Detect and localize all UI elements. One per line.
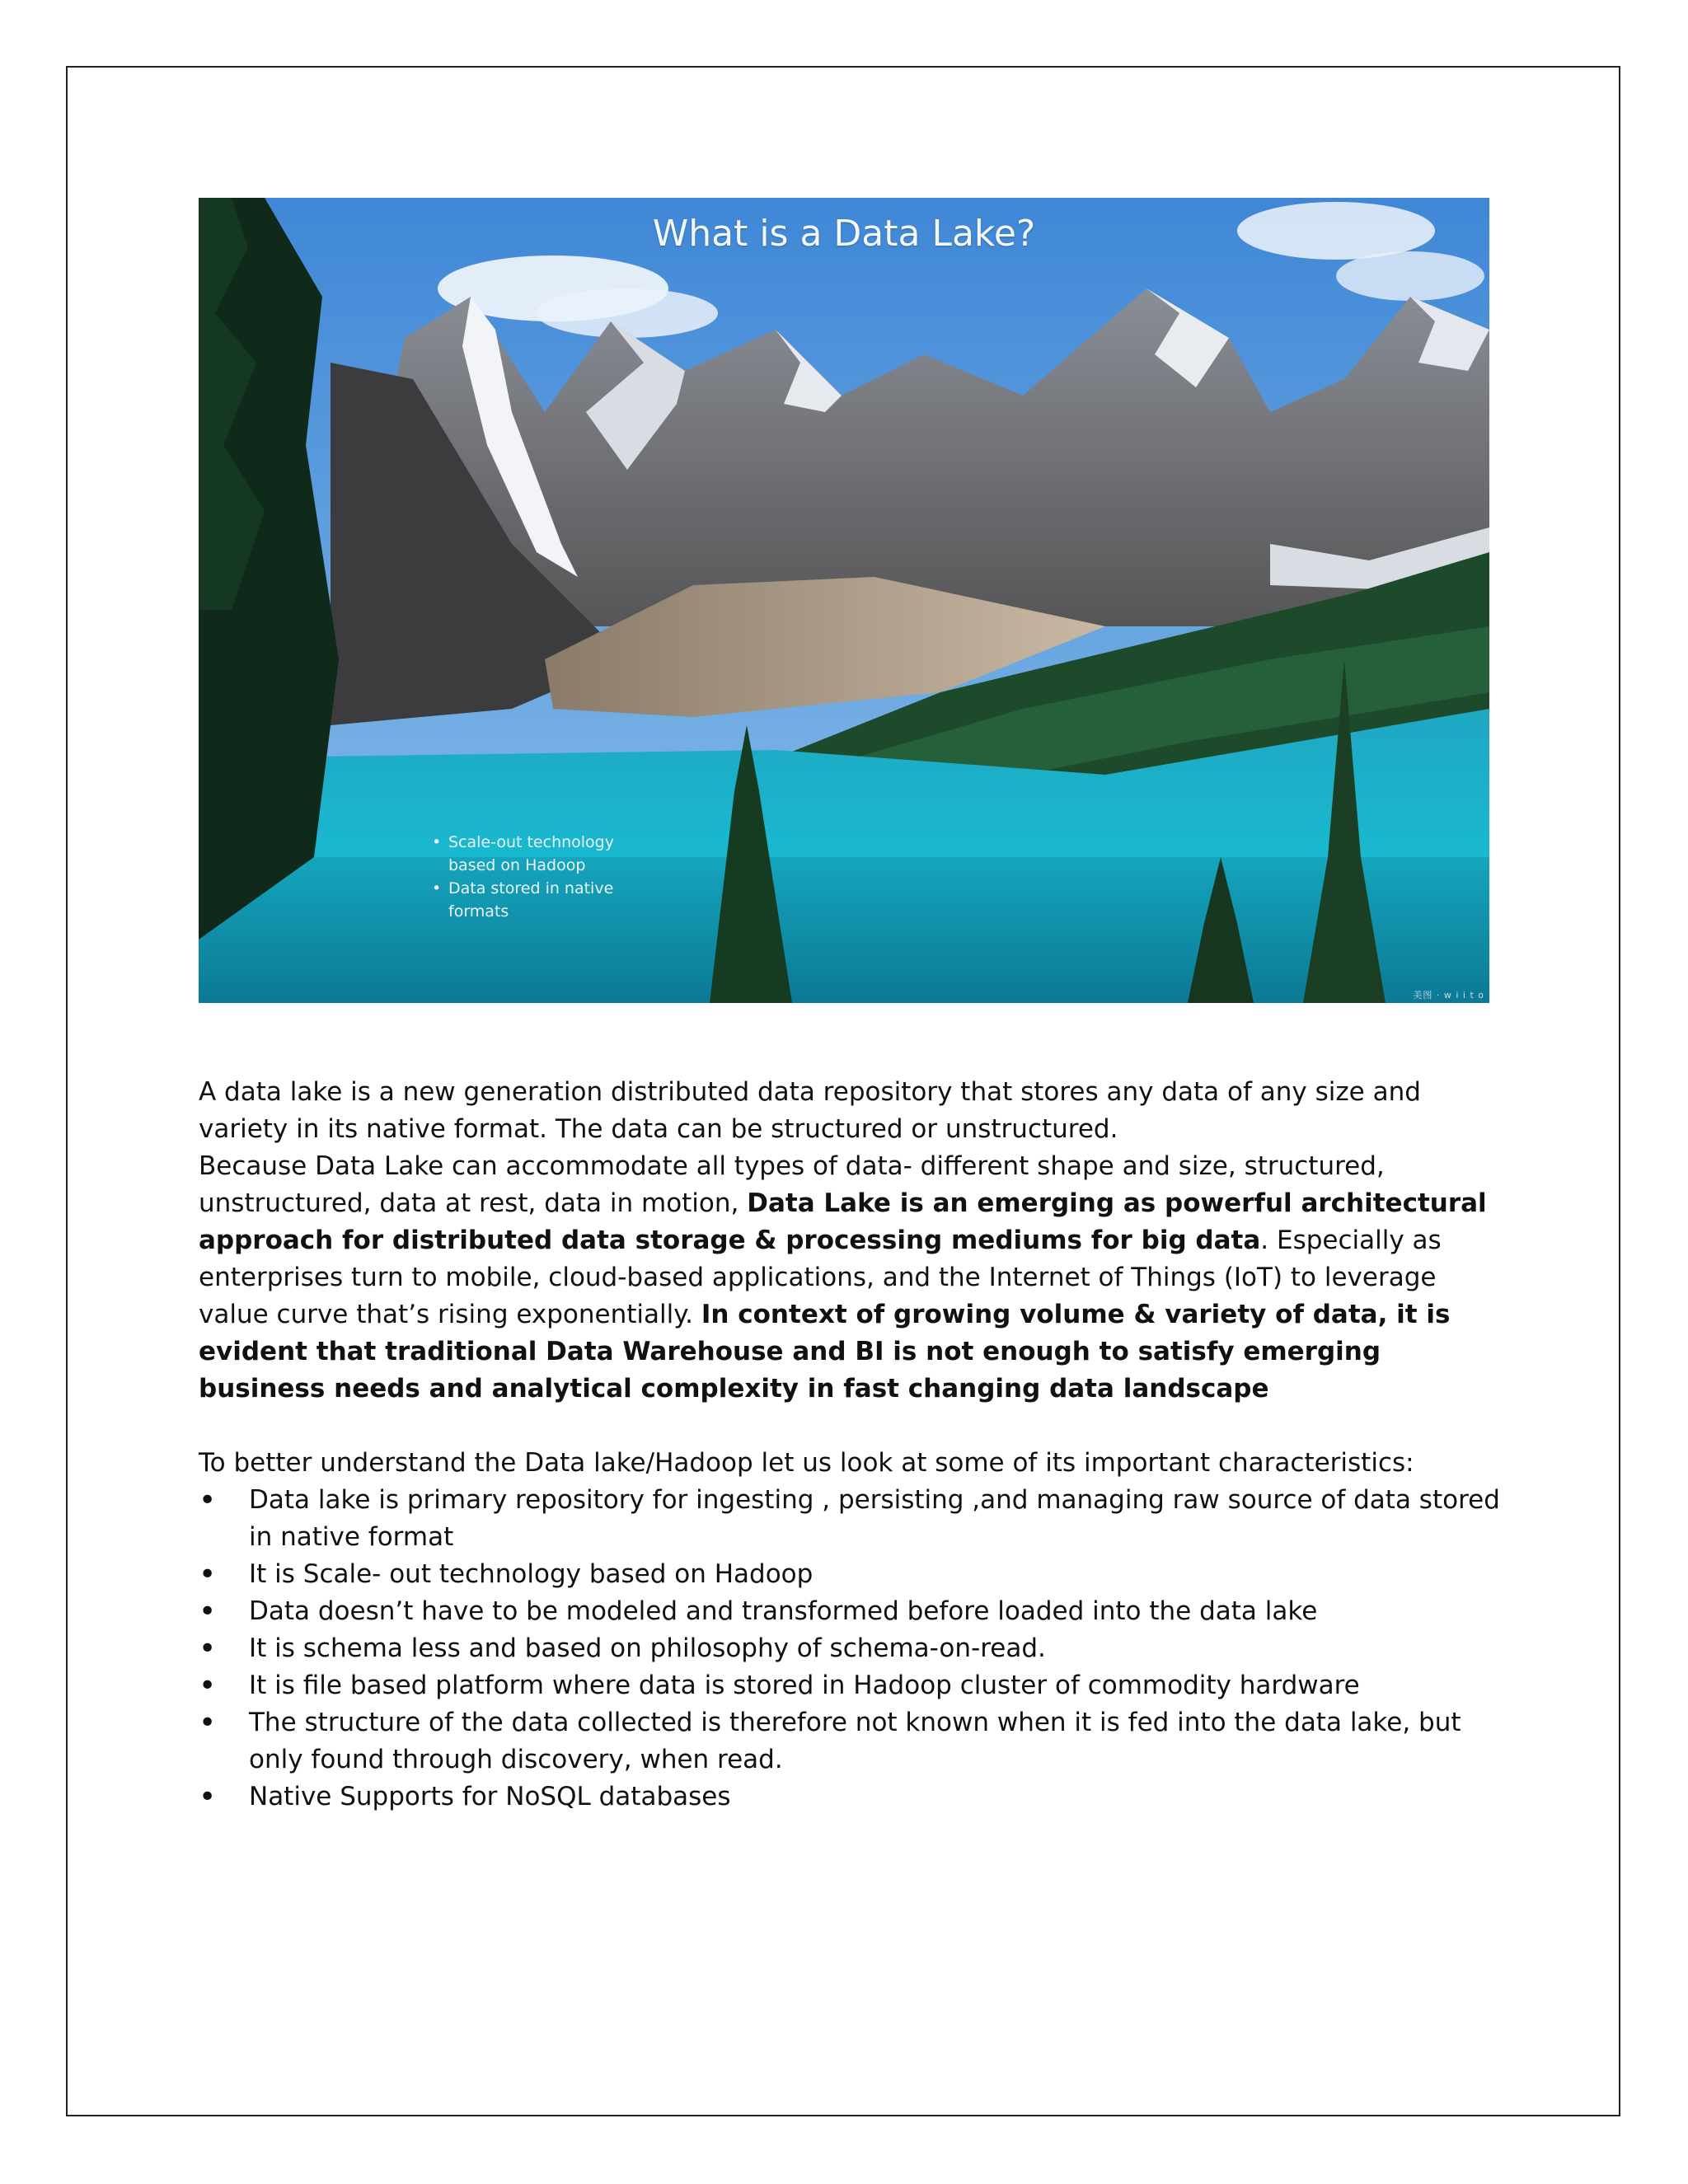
- mountain-lake-photo: [199, 198, 1489, 1003]
- characteristics-list: [199, 1482, 1501, 1816]
- data-lake-image: [199, 198, 1489, 1003]
- list-item: • It is schema less and based on philosophy of schema-on-read.: [199, 1630, 1501, 1667]
- image-bullet: • Scale-out technology based on Hadoop: [432, 831, 646, 877]
- context-conclusion: In context of growing volume & variety of data, it is evident that traditional Data Warehouse and BI is not enough to satisfy emerging business needs and analytical complexity in fast changing data landscape: [199, 1300, 1451, 1404]
- context-text: Because Data Lake can accommodate all types of data- different shape and size, structured, unstructured, data at rest, data in motion,: [199, 1151, 1385, 1218]
- image-credit: 美图 · w i i t o: [1413, 990, 1484, 1001]
- list-item: • The structure of the data collected is therefore not known when it is fed into the data lake, but only found through discovery, when read.: [199, 1704, 1501, 1779]
- image-bullet: • Data stored in native formats: [432, 877, 646, 923]
- context-emphasis: Data Lake is an emerging as powerful architectural approach for distributed data storage & processing mediums for big data: [199, 1188, 1487, 1255]
- context-paragraph: [199, 1148, 1501, 1408]
- list-item: • Data lake is primary repository for ingesting , persisting ,and managing raw source of data stored in native format: [199, 1482, 1501, 1556]
- list-item: • Native Supports for NoSQL databases: [199, 1779, 1501, 1816]
- image-bullet-list: [432, 831, 646, 923]
- document-body: [199, 1074, 1501, 1816]
- list-item: • It is file based platform where data is stored in Hadoop cluster of commodity hardware: [199, 1667, 1501, 1704]
- list-item: • Data doesn’t have to be modeled and transformed before loaded into the data lake: [199, 1593, 1501, 1630]
- intro-paragraph: A data lake is a new generation distributed data repository that stores any data of any size and variety in its native format. The data can be structured or unstructured.: [199, 1077, 1421, 1144]
- context-text: . Especially as enterprises turn to mobile, cloud-based applications, and the Internet of Things (IoT) to leverage value curve that’s rising exponentially.: [199, 1226, 1442, 1329]
- characteristics-lead: To better understand the Data lake/Hadoop let us look at some of its important characteristics:: [199, 1448, 1414, 1478]
- list-item: • It is Scale- out technology based on Hadoop: [199, 1556, 1501, 1593]
- image-title: What is a Data Lake?: [652, 213, 1036, 255]
- paragraph-spacer: [199, 1408, 1501, 1445]
